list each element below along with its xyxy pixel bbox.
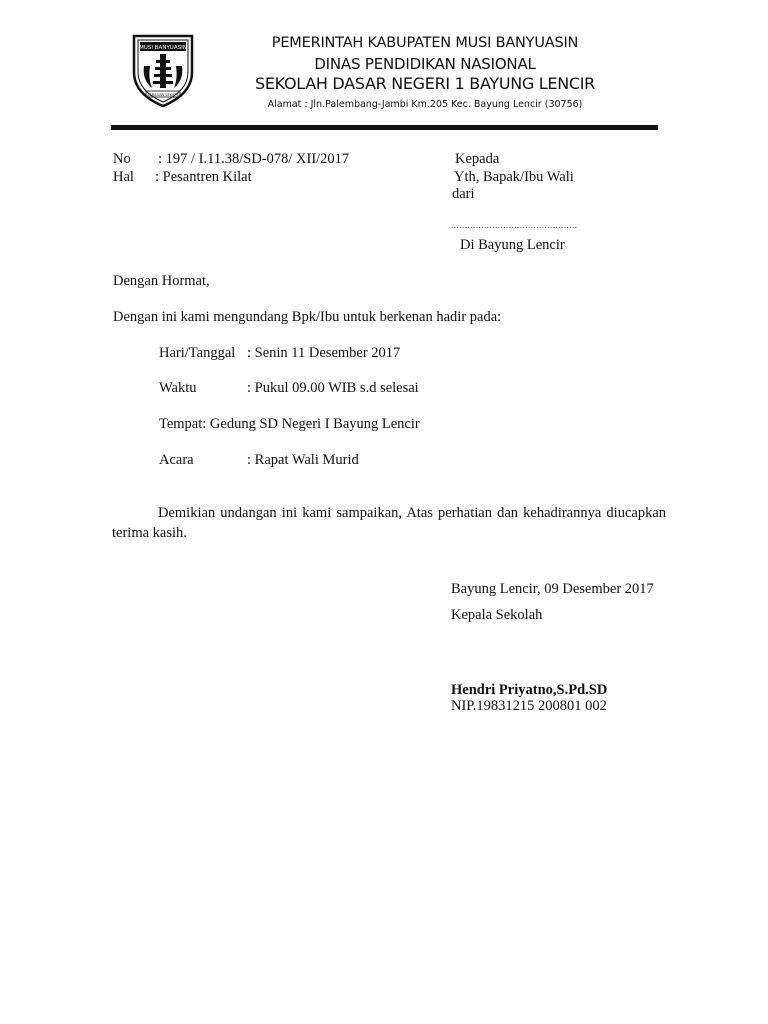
logo-bottom-text: SERASAN SEKATE [147,92,179,97]
addressee-dots: .............................................. [451,220,578,230]
hari-value: : Senin 11 Desember 2017 [247,345,401,361]
hal-value: : Pesantren Kilat [155,169,252,185]
place-date: Bayung Lencir, 09 Desember 2017 [451,581,654,597]
school-title: SEKOLAH DASAR NEGERI 1 BAYUNG LENCIR [255,74,595,93]
intro-text: Dengan ini kami mengundang Bpk/Ibu untuk berkenan hadir pada: [113,309,502,325]
hari-label: Hari/Tanggal [159,345,236,361]
no-label: No [113,151,131,167]
no-value: : 197 / I.11.38/SD-078/ XII/2017 [158,151,350,167]
waktu-value: : Pukul 09.00 WIB s.d selesai [247,380,419,396]
addressee-location: Di Bayung Lencir [460,237,565,253]
acara-label: Acara [159,452,194,468]
school-address: Alamat : Jln.Palembang-Jambi Km.205 Kec. Bayung Lencir (30756) [267,99,583,110]
school-logo [128,32,198,108]
addressee-kepada: Kepada [455,151,500,167]
signer-position: Kepala Sekolah [451,607,543,623]
government-title: PEMERINTAH KABUPATEN MUSI BANYUASIN [271,35,579,51]
closing-paragraph: Demikian undangan ini kami sampaikan, Atas perhatian dan kehadirannya diucapkan terima kasih. [112,505,666,541]
letterhead-divider [111,125,658,130]
signer-nip: NIP.19831215 200801 002 [451,698,607,714]
addressee-yth: Yth, Bapak/Ibu Wali [454,169,574,185]
greeting: Dengan Hormat, [113,273,210,289]
department-title: DINAS PENDIDIKAN NASIONAL [314,55,536,73]
acara-value: : Rapat Wali Murid [247,452,359,468]
signer-name: Hendri Priyatno,S.Pd.SD [451,682,608,698]
tempat-text: Tempat: Gedung SD Negeri I Bayung Lencir [159,416,420,432]
hal-label: Hal [113,169,134,185]
logo-top-text: MUSI BANYUASIN [139,45,187,51]
waktu-label: Waktu [159,380,197,396]
addressee-dari: dari [452,186,475,202]
